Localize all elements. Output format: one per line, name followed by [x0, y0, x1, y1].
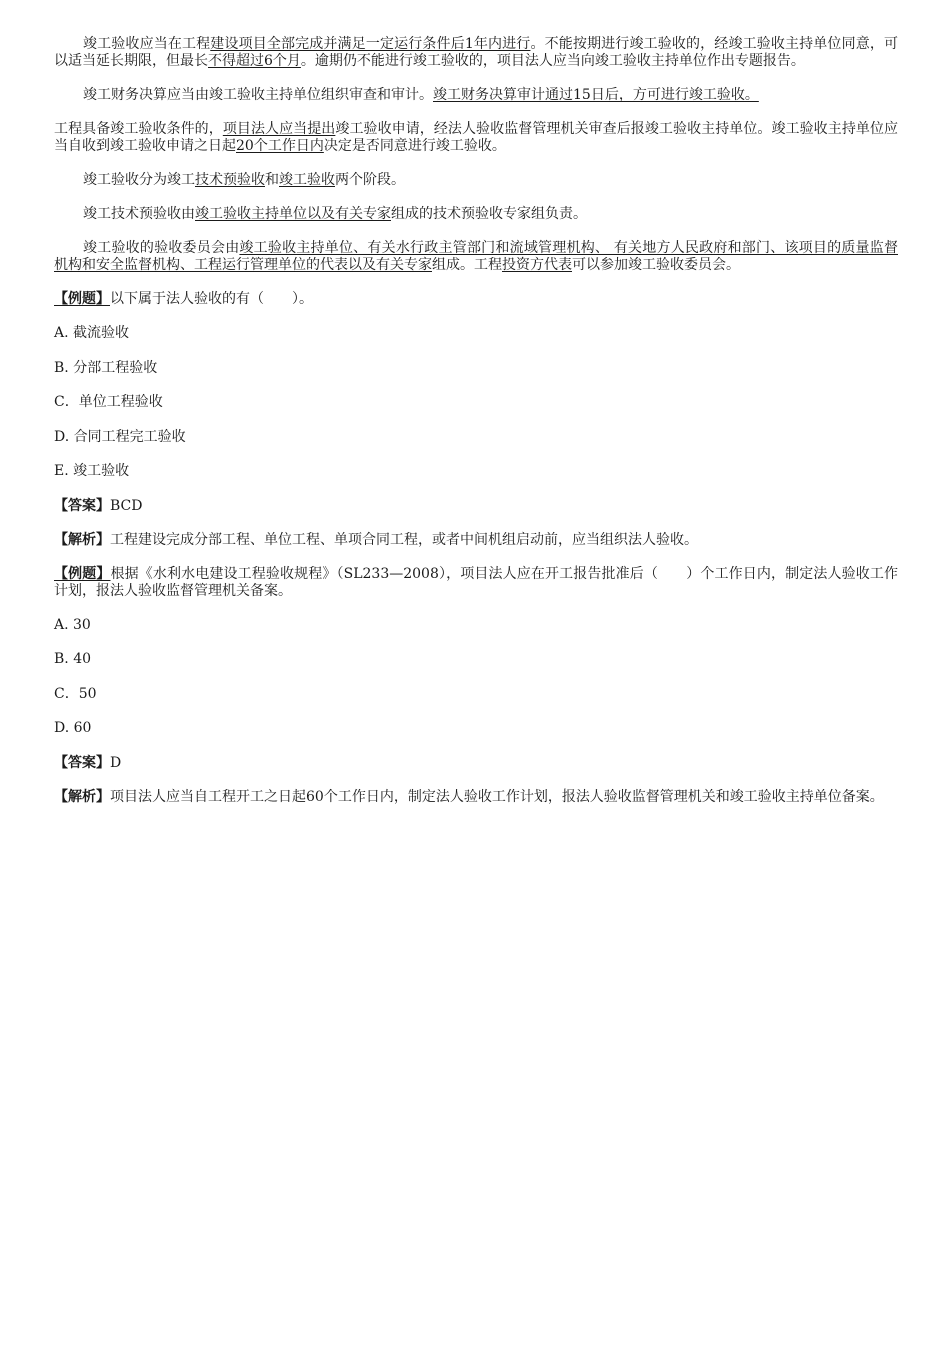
question-1-option-c: C．单位工程验收 — [54, 394, 163, 410]
paragraph-stages: 竣工验收分为竣工技术预验收和竣工验收两个阶段。 — [83, 172, 405, 188]
question-2-answer: 【答案】D — [54, 754, 122, 771]
question-1-answer: 【答案】BCD — [54, 497, 143, 514]
paragraph-application: 工程具备竣工验收条件的，项目法人应当提出竣工验收申请，经法人验收监督管理机关审查后报竣工验收主持单位。竣工验收主持单位应当自收到竣工验收申请之日起20个工作日内决定是否同意进行竣工验收。 — [54, 121, 899, 154]
question-1-analysis: 【解析】工程建设完成分部工程、单位工程、单项合同工程，或者中间机组启动前，应当组织法人验收。 — [54, 531, 698, 548]
question-2-option-d: D. 60 — [54, 720, 92, 736]
question-2-option-c: C．50 — [54, 685, 97, 702]
document-page — [54, 36, 898, 823]
question-1-option-b: B. 分部工程验收 — [54, 359, 158, 376]
question-2-analysis: 【解析】项目法人应当自工程开工之日起60个工作日内，制定法人验收工作计划，报法人验收监督管理机关和竣工验收主持单位备案。 — [54, 788, 884, 805]
example-tag: 【例题】 — [54, 291, 110, 307]
question-1-option-d: D. 合同工程完工验收 — [54, 428, 186, 445]
example-tag: 【例题】 — [54, 565, 111, 582]
paragraph-technical-pre-acceptance: 竣工技术预验收由竣工验收主持单位以及有关专家组成的技术预验收专家组负责。 — [83, 206, 587, 222]
question-2-option-b: B. 40 — [54, 651, 92, 667]
paragraph-financial-audit: 竣工财务决算应当由竣工验收主持单位组织审查和审计。竣工财务决算审计通过15日后，方可进行竣工验收。 — [83, 87, 759, 103]
question-2-stem: 【例题】根据《水利水电建设工程验收规程》（SL233—2008），项目法人应在开工报告批准后（ ）个工作日内，制定法人验收工作计划，报法人验收监督管理机关备案。 — [54, 565, 898, 599]
paragraph-completion-deadline: 竣工验收应当在工程建设项目全部完成并满足一定运行条件后1年内进行。不能按期进行竣工验收的，经竣工验收主持单位同意，可以适当延长期限，但最长不得超过6个月。逾期仍不能进行竣工验收的，项目法人应当向竣工验收主持单位作出专题报告。 — [54, 36, 899, 69]
question-1-option-a: A. 截流验收 — [54, 325, 130, 341]
analysis-tag: 【解析】 — [54, 788, 110, 805]
question-1-stem: 【例题】以下属于法人验收的有（ ）。 — [54, 291, 313, 307]
question-1-option-e: E. 竣工验收 — [54, 463, 130, 479]
analysis-tag: 【解析】 — [54, 531, 110, 548]
answer-tag: 【答案】 — [54, 497, 110, 514]
paragraph-committee: 竣工验收的验收委员会由竣工验收主持单位、有关水行政主管部门和流域管理机构、 有关地方人民政府和部门、该项目的质量监督机构和安全监督机构、工程运行管理单位的代表以及有关专家组成。工程投资方代表可以参加竣工验收委员会。 — [54, 240, 898, 273]
answer-tag: 【答案】 — [54, 754, 110, 771]
question-2-option-a: A. 30 — [54, 616, 91, 633]
